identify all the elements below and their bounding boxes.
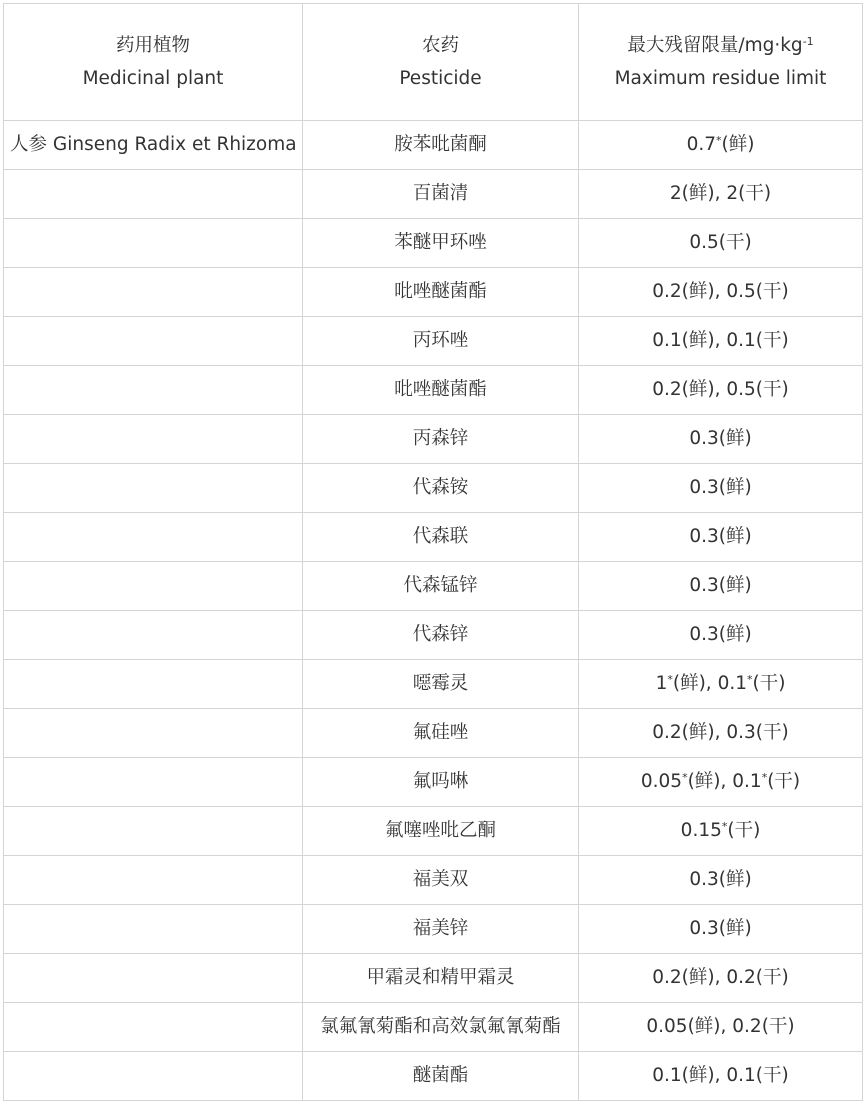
table-row: [4, 856, 863, 905]
table-row: [4, 121, 863, 170]
medicinal-plant-cell: [4, 415, 303, 464]
pesticide-cell: 噁霉灵: [303, 660, 579, 709]
mrl-footnote-mark: *: [761, 771, 768, 784]
header-mrl-exponent: -1: [802, 35, 814, 48]
pesticide-cell: 代森锰锌: [303, 562, 579, 611]
medicinal-plant-cell: [4, 268, 303, 317]
mrl-value: 0.5: [726, 281, 756, 302]
pesticide-cell: 氟硅唑: [303, 709, 579, 758]
mrl-value: 0.2: [652, 722, 682, 743]
mrl-cell: [579, 660, 863, 709]
mrl-value: 0.2: [652, 967, 682, 988]
medicinal-plant-cell: [4, 219, 303, 268]
header-pesticide-en: Pesticide: [399, 68, 482, 89]
medicinal-plant-cell: [4, 513, 303, 562]
mrl-cell: [579, 268, 863, 317]
mrl-state-label: (鲜),: [681, 722, 727, 743]
mrl-value: 0.2: [726, 967, 756, 988]
medicinal-plant-cell: [4, 758, 303, 807]
mrl-state-label: (干): [752, 673, 786, 694]
mrl-value: 0.5: [689, 232, 719, 253]
pesticide-cell: 代森铵: [303, 464, 579, 513]
mrl-value: 0.3: [689, 477, 719, 498]
mrl-footnote-mark: *: [746, 673, 753, 686]
table-row: [4, 219, 863, 268]
mrl-value: 0.3: [689, 428, 719, 449]
table-row: [4, 415, 863, 464]
header-row: [4, 4, 863, 121]
mrl-value: 0.05: [640, 771, 683, 792]
mrl-value: 0.1: [732, 771, 762, 792]
pesticide-cell: 吡唑醚菌酯: [303, 366, 579, 415]
header-plant-cn: 药用植物: [115, 35, 190, 56]
table-row: [4, 317, 863, 366]
pesticide-cell: 福美双: [303, 856, 579, 905]
mrl-state-label: (干): [755, 967, 789, 988]
table-row: [4, 268, 863, 317]
table-row: [4, 709, 863, 758]
mrl-cell: [579, 366, 863, 415]
mrl-state-label: (鲜),: [681, 379, 727, 400]
table-row: [4, 758, 863, 807]
mrl-state-label: (鲜),: [681, 183, 727, 204]
mrl-value: 0.1: [652, 1065, 682, 1086]
pesticide-cell: 氟噻唑吡乙酮: [303, 807, 579, 856]
mrl-state-label: (鲜),: [681, 281, 727, 302]
medicinal-plant-cell: [4, 317, 303, 366]
table-body: [4, 121, 863, 1101]
header-pesticide-cn: 农药: [421, 35, 459, 56]
medicinal-plant-cell: [4, 1003, 303, 1052]
mrl-state-label: (鲜),: [687, 1016, 733, 1037]
mrl-value: 0.1: [726, 1065, 756, 1086]
table-row: [4, 1052, 863, 1101]
mrl-value: 0.1: [726, 330, 756, 351]
mrl-footnote-mark: *: [682, 771, 688, 784]
table-row: [4, 464, 863, 513]
mrl-value: 0.3: [689, 918, 719, 939]
header-pesticide: [303, 4, 579, 121]
mrl-state-label: (干): [727, 820, 761, 841]
header-mrl-cn-line: [583, 29, 858, 62]
mrl-cell: [579, 170, 863, 219]
mrl-state-label: (鲜),: [672, 673, 718, 694]
medicinal-plant-cell: [4, 709, 303, 758]
header-mrl-en: Maximum residue limit: [614, 68, 827, 89]
mrl-state-label: (鲜): [718, 526, 752, 547]
pesticide-cell: 丙环唑: [303, 317, 579, 366]
mrl-state-label: (干): [718, 232, 752, 253]
mrl-state-label: (干): [755, 379, 789, 400]
mrl-value: 2: [669, 183, 682, 204]
table-row: [4, 905, 863, 954]
table-row: [4, 1003, 863, 1052]
mrl-cell: [579, 562, 863, 611]
mrl-value: 0.1: [652, 330, 682, 351]
mrl-state-label: (鲜),: [687, 771, 733, 792]
medicinal-plant-cell: [4, 905, 303, 954]
mrl-cell: [579, 905, 863, 954]
pesticide-cell: 代森锌: [303, 611, 579, 660]
medicinal-plant-cell: [4, 170, 303, 219]
table-row: [4, 170, 863, 219]
mrl-state-label: (鲜): [718, 869, 752, 890]
mrl-value: 0.3: [689, 575, 719, 596]
mrl-state-label: (鲜): [718, 477, 752, 498]
pesticide-cell: 胺苯吡菌酮: [303, 121, 579, 170]
mrl-value: 0.05: [646, 1016, 688, 1037]
mrl-state-label: (鲜): [721, 134, 755, 155]
medicinal-plant-cell: [4, 954, 303, 1003]
mrl-value: 0.3: [689, 624, 719, 645]
medicinal-plant-cell: [4, 1052, 303, 1101]
pesticide-cell: 氯氟氰菊酯和高效氯氟氰菊酯: [303, 1003, 579, 1052]
mrl-value: 1: [655, 673, 668, 694]
mrl-cell: [579, 415, 863, 464]
mrl-value: 0.1: [717, 673, 747, 694]
table-row: [4, 562, 863, 611]
residue-limit-table: [3, 3, 863, 1101]
mrl-value: 0.15: [680, 820, 722, 841]
pesticide-cell: 氟吗啉: [303, 758, 579, 807]
table-row: [4, 807, 863, 856]
pesticide-cell: 醚菌酯: [303, 1052, 579, 1101]
mrl-cell: [579, 709, 863, 758]
pesticide-cell: 福美锌: [303, 905, 579, 954]
mrl-state-label: (干): [755, 281, 789, 302]
header-plant-en: Medicinal plant: [82, 68, 224, 89]
mrl-value: 0.5: [726, 379, 756, 400]
mrl-cell: [579, 807, 863, 856]
mrl-value: 0.2: [652, 281, 682, 302]
mrl-cell: [579, 1052, 863, 1101]
mrl-value: 0.7: [686, 134, 716, 155]
mrl-cell: [579, 219, 863, 268]
header-mrl: [579, 4, 863, 121]
medicinal-plant-cell: [4, 562, 303, 611]
mrl-state-label: (鲜),: [681, 967, 727, 988]
medicinal-plant-cell: [4, 660, 303, 709]
mrl-value: 2: [726, 183, 739, 204]
mrl-footnote-mark: *: [721, 820, 728, 833]
table-row: [4, 513, 863, 562]
medicinal-plant-cell: [4, 611, 303, 660]
mrl-value: 0.3: [726, 722, 756, 743]
mrl-state-label: (干): [755, 1065, 789, 1086]
mrl-cell: [579, 1003, 863, 1052]
mrl-state-label: (鲜): [718, 575, 752, 596]
mrl-state-label: (干): [755, 722, 789, 743]
mrl-cell: [579, 758, 863, 807]
mrl-state-label: (鲜): [718, 428, 752, 449]
mrl-state-label: (鲜),: [681, 330, 727, 351]
mrl-state-label: (干): [767, 771, 801, 792]
pesticide-cell: 苯醚甲环唑: [303, 219, 579, 268]
mrl-value: 0.2: [732, 1016, 762, 1037]
mrl-cell: [579, 317, 863, 366]
mrl-cell: [579, 856, 863, 905]
pesticide-cell: 代森联: [303, 513, 579, 562]
pesticide-cell: 丙森锌: [303, 415, 579, 464]
mrl-value: 0.2: [652, 379, 682, 400]
mrl-cell: [579, 121, 863, 170]
pesticide-cell: 甲霜灵和精甲霜灵: [303, 954, 579, 1003]
mrl-footnote-mark: *: [667, 673, 673, 686]
header-mrl-cn: 最大残留限量/mg·kg: [627, 35, 803, 56]
table-row: [4, 611, 863, 660]
mrl-state-label: (干): [738, 183, 772, 204]
mrl-state-label: (干): [755, 330, 789, 351]
medicinal-plant-cell: [4, 856, 303, 905]
mrl-cell: [579, 611, 863, 660]
mrl-value: 0.3: [689, 526, 719, 547]
medicinal-plant-cell: [4, 807, 303, 856]
pesticide-cell: 百菌清: [303, 170, 579, 219]
header-medicinal-plant: [4, 4, 303, 121]
medicinal-plant-cell: 人参 Ginseng Radix et Rhizoma: [4, 121, 303, 170]
mrl-state-label: (鲜): [718, 624, 752, 645]
table-header: [4, 4, 863, 121]
mrl-footnote-mark: *: [715, 134, 722, 147]
medicinal-plant-cell: [4, 366, 303, 415]
mrl-state-label: (干): [761, 1016, 795, 1037]
mrl-value: 0.3: [689, 869, 719, 890]
table-row: [4, 366, 863, 415]
mrl-cell: [579, 513, 863, 562]
mrl-state-label: (鲜): [718, 918, 752, 939]
mrl-cell: [579, 954, 863, 1003]
medicinal-plant-cell: [4, 464, 303, 513]
table-row: [4, 954, 863, 1003]
table-row: [4, 660, 863, 709]
mrl-cell: [579, 464, 863, 513]
mrl-state-label: (鲜),: [681, 1065, 727, 1086]
pesticide-cell: 吡唑醚菌酯: [303, 268, 579, 317]
